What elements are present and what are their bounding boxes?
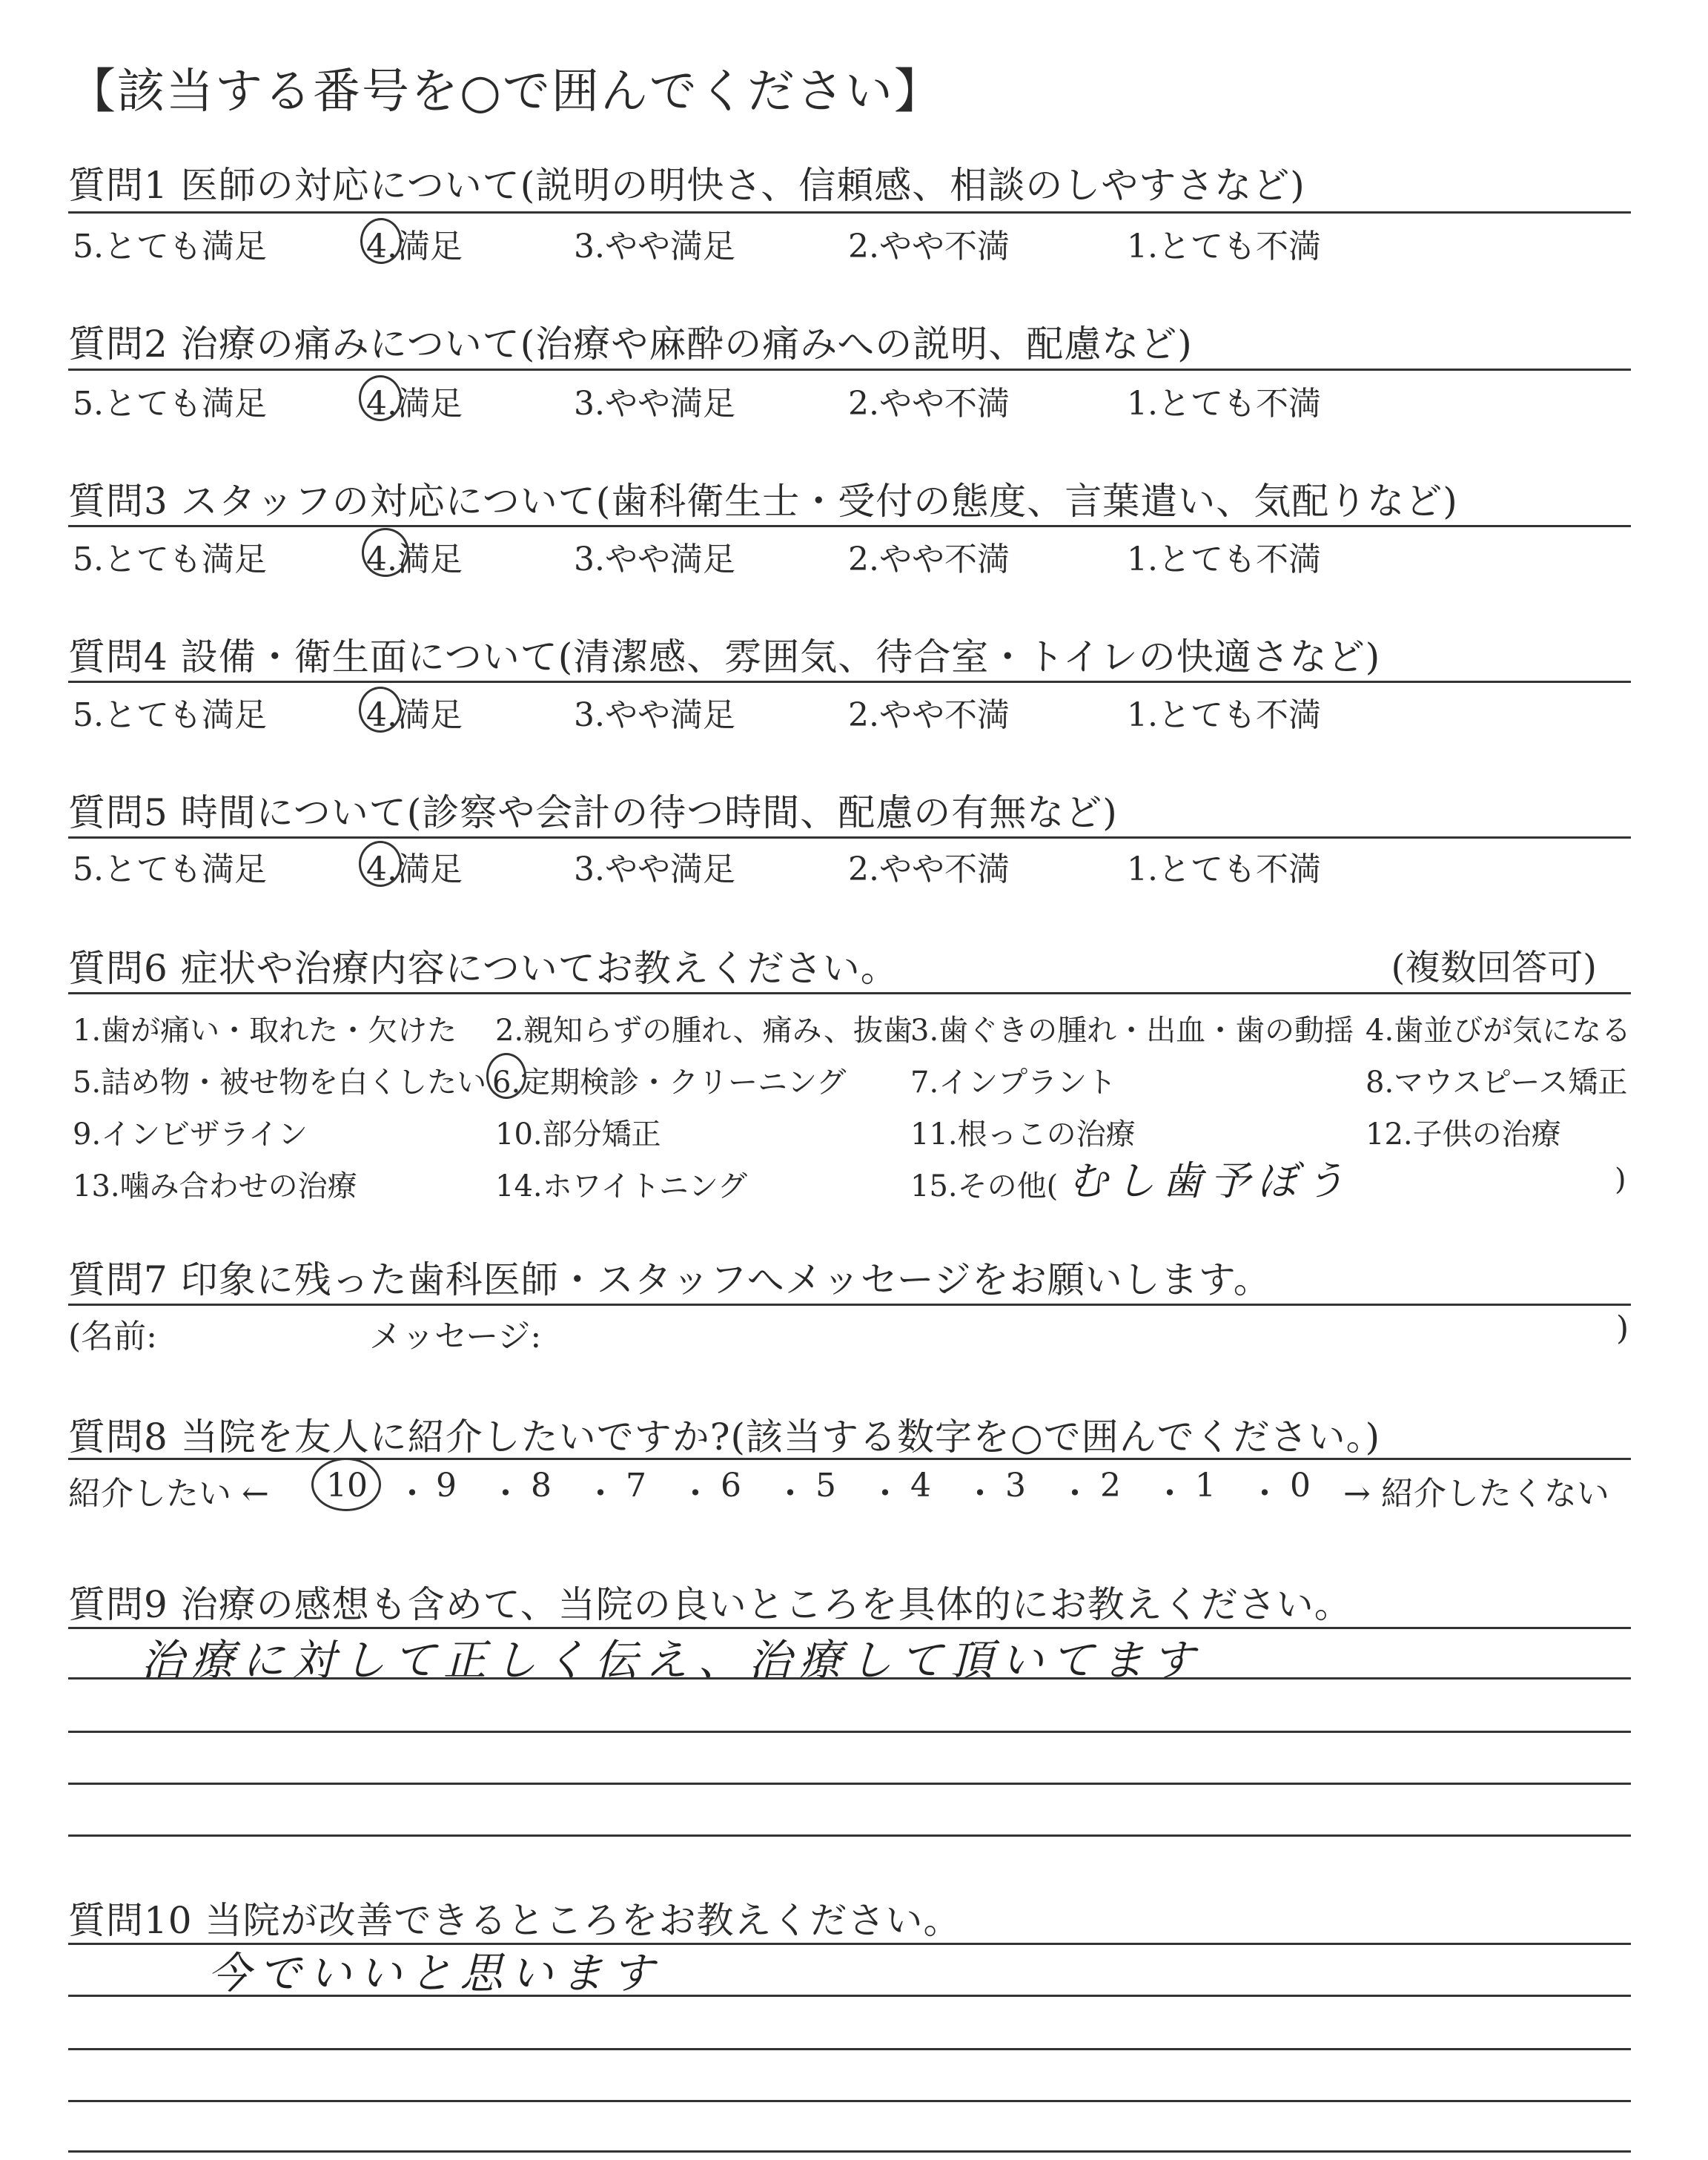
scale-2[interactable]: 2 [1100, 1467, 1121, 1505]
q6-option-5[interactable]: 5.詰め物・被せ物を白くしたい [73, 1066, 487, 1100]
question-7-heading: 質問7 印象に残った歯科医師・スタッフへメッセージをお願いします。 [68, 1258, 1271, 1301]
rating-option-3[interactable]: 3.やや満足 [574, 541, 735, 578]
scale-9[interactable]: 9 [436, 1467, 457, 1505]
question-5-options [0, 842, 1708, 887]
q10-handwritten-answer[interactable]: 今でいいと思います [208, 1948, 662, 1998]
answer-line [68, 2100, 1631, 2102]
scale-dot: ・ [396, 1475, 428, 1513]
rating-option-3[interactable]: 3.やや満足 [574, 228, 735, 265]
rating-option-3[interactable]: 3.やや満足 [574, 851, 735, 888]
divider [68, 836, 1631, 839]
q6-option-7[interactable]: 7.インプラント [910, 1066, 1117, 1100]
scale-7[interactable]: 7 [626, 1467, 646, 1505]
q6-option-3[interactable]: 3.歯ぐきの腫れ・出血・歯の動揺 [910, 1014, 1354, 1048]
answer-line [68, 1731, 1631, 1733]
rating-option-2[interactable]: 2.やや不満 [848, 851, 1010, 888]
rating-option-5[interactable]: 5.とても満足 [73, 851, 267, 888]
answer-line [68, 1834, 1631, 1837]
question-6-heading: 質問6 症状や治療内容についてお教えください。 [68, 947, 898, 990]
question-2-heading: 質問2 治療の痛みについて(治療や麻酔の痛みへの説明、配慮など) [68, 323, 1193, 366]
scale-10[interactable]: 10 [326, 1467, 368, 1505]
rating-option-1[interactable]: 1.とても不満 [1127, 228, 1321, 265]
rating-option-1[interactable]: 1.とても不満 [1127, 385, 1321, 423]
rating-option-2[interactable]: 2.やや不満 [848, 228, 1010, 265]
scale-6[interactable]: 6 [721, 1467, 741, 1505]
rating-option-2[interactable]: 2.やや不満 [848, 696, 1010, 734]
answer-line [68, 1995, 1631, 1997]
q6-option-11[interactable]: 11.根っこの治療 [910, 1117, 1136, 1152]
question-1-heading: 質問1 医師の対応について(説明の明快さ、信頼感、相談のしやすさなど) [68, 164, 1305, 207]
q7-message-label: メッセージ: [369, 1318, 542, 1355]
q6-option-8[interactable]: 8.マウスピース矯正 [1366, 1066, 1628, 1100]
question-4-options [0, 688, 1708, 733]
divider [68, 681, 1631, 683]
rating-option-5[interactable]: 5.とても満足 [73, 696, 267, 734]
rating-option-4[interactable]: 4.満足 [366, 851, 463, 888]
scale-4[interactable]: 4 [910, 1467, 931, 1505]
rating-option-3[interactable]: 3.やや満足 [574, 385, 735, 423]
question-1-options [0, 219, 1708, 264]
q6-option-1[interactable]: 1.歯が痛い・取れた・欠けた [73, 1014, 457, 1048]
q8-right-label: → 紹介したくない [1343, 1475, 1609, 1513]
scale-3[interactable]: 3 [1005, 1467, 1026, 1505]
q6-option-2[interactable]: 2.親知らずの腫れ、痛み、抜歯 [495, 1014, 913, 1048]
multiple-answers-note: (複数回答可) [1391, 947, 1597, 988]
divider [68, 992, 1631, 994]
q6-option-9[interactable]: 9.インビザライン [73, 1117, 308, 1152]
scale-8[interactable]: 8 [531, 1467, 552, 1505]
question-8-heading: 質問8 当院を友人に紹介したいですか?(該当する数字を○で囲んでください。) [68, 1416, 1381, 1459]
divider [68, 1304, 1631, 1306]
q7-name-label: (名前: [68, 1318, 157, 1355]
q6-option-10[interactable]: 10.部分矯正 [495, 1117, 661, 1152]
scale-0[interactable]: 0 [1290, 1467, 1311, 1505]
q6-option-13[interactable]: 13.噛み合わせの治療 [73, 1169, 357, 1203]
scale-dot: ・ [774, 1475, 807, 1513]
divider [68, 1458, 1631, 1460]
question-9-heading: 質問9 治療の感想も含めて、当院の良いところを具体的にお教えください。 [68, 1583, 1352, 1626]
question-5-heading: 質問5 時間について(診察や会計の待つ時間、配慮の有無など) [68, 791, 1118, 834]
scale-dot: ・ [584, 1475, 617, 1513]
rating-option-5[interactable]: 5.とても満足 [73, 228, 267, 265]
scale-dot: ・ [964, 1475, 996, 1513]
q6-option-12[interactable]: 12.子供の治療 [1366, 1117, 1561, 1152]
divider [68, 369, 1631, 371]
scale-5[interactable]: 5 [815, 1467, 836, 1505]
q6-option-6[interactable]: 6.定期検診・クリーニング [492, 1066, 847, 1100]
rating-option-2[interactable]: 2.やや不満 [848, 541, 1010, 578]
question-4-heading: 質問4 設備・衛生面について(清潔感、雰囲気、待合室・トイレの快適さなど) [68, 635, 1381, 678]
rating-option-1[interactable]: 1.とても不満 [1127, 541, 1321, 578]
scale-dot: ・ [1153, 1475, 1186, 1513]
rating-option-4[interactable]: 4.満足 [366, 385, 463, 423]
rating-option-3[interactable]: 3.やや満足 [574, 696, 735, 734]
q8-left-label: 紹介したい ← [68, 1475, 269, 1513]
question-3-options [0, 532, 1708, 577]
rating-option-2[interactable]: 2.やや不満 [848, 385, 1010, 423]
divider [68, 211, 1631, 214]
scale-dot: ・ [1248, 1475, 1281, 1513]
scale-dot: ・ [1059, 1475, 1091, 1513]
q7-close-paren: ) [1616, 1309, 1629, 1347]
q6-other-handwritten[interactable]: むし歯予ぼう [1068, 1157, 1352, 1204]
q9-handwritten-answer[interactable]: 治療に対して正しく伝え、治療して頂いてます [141, 1635, 1202, 1685]
rating-option-5[interactable]: 5.とても満足 [73, 541, 267, 578]
rating-option-1[interactable]: 1.とても不満 [1127, 851, 1321, 888]
rating-option-1[interactable]: 1.とても不満 [1127, 696, 1321, 734]
answer-line [68, 1677, 1631, 1680]
rating-option-5[interactable]: 5.とても満足 [73, 385, 267, 423]
page-title: 【該当する番号を○で囲んでください】 [68, 65, 943, 119]
question-2-options [0, 377, 1708, 421]
divider [68, 525, 1631, 527]
answer-line [68, 2150, 1631, 2153]
q6-option-15[interactable]: 15.その他( [910, 1169, 1059, 1203]
q6-option-4[interactable]: 4.歯並びが気になる [1366, 1014, 1632, 1048]
q6-option-14[interactable]: 14.ホワイトニング [495, 1169, 748, 1203]
rating-option-4[interactable]: 4.満足 [366, 228, 463, 265]
answer-line [68, 1783, 1631, 1785]
answer-line [68, 2048, 1631, 2050]
rating-option-4[interactable]: 4.満足 [366, 541, 463, 578]
scale-dot: ・ [869, 1475, 901, 1513]
scale-dot: ・ [489, 1475, 522, 1513]
rating-option-4[interactable]: 4.満足 [366, 696, 463, 734]
q6-other-close-paren: ) [1615, 1163, 1626, 1197]
scale-dot: ・ [679, 1475, 712, 1513]
scale-1[interactable]: 1 [1195, 1467, 1216, 1505]
question-3-heading: 質問3 スタッフの対応について(歯科衛生士・受付の態度、言葉遣い、気配りなど) [68, 480, 1458, 523]
question-10-heading: 質問10 当院が改善できるところをお教えください。 [68, 1899, 961, 1942]
